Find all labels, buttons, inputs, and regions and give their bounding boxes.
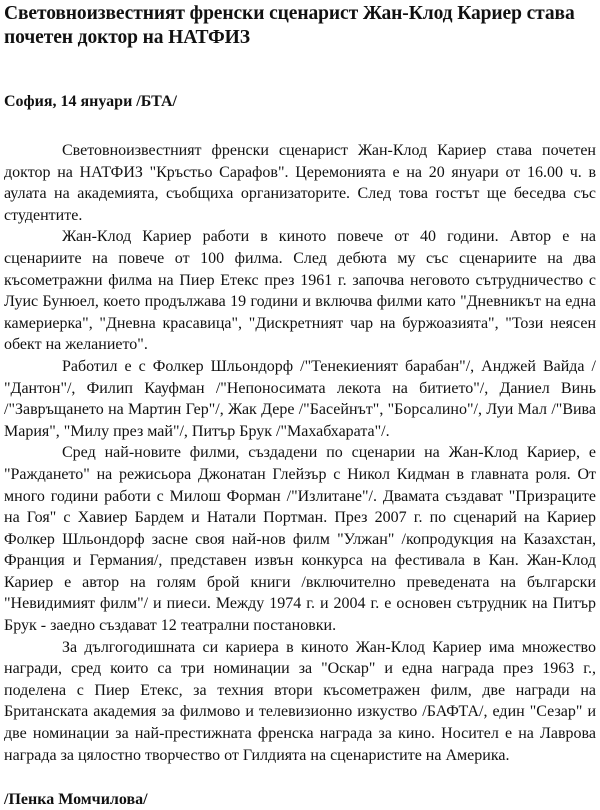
paragraph: Жан-Клод Кариер работи в киното повече от 40 години. Автор е на сценариите на повече от 100 филма. След дебюта му със сценариите на два късометражни филма на Пиер Етекс през 1961 г. започва неговото сътрудничество с Луис Бунюел, което продължава 19 години и включва филми като "Дневникът на една камериерка", "Дневна красавица", "Дискретният чар на буржоазията", "Този неясен обект на желанието". bbox=[4, 228, 596, 354]
article-body bbox=[4, 140, 596, 766]
paragraph: Сред най-новите филми, създадени по сценарии на Жан-Клод Кариер, е "Раждането" на режисьора Джонатан Глейзър с Никол Кидман в главната роля. От много години работи с Милош Форман /"Излитане"/. Двамата създават "Призраците на Гоя" с Хавиер Бардем и Натали Портман. През 2007 г. по сценарий на Кариер Фолкер Шльондорф засне своя най-нов филм "Улжан" /копродукция на Казахстан, Франция и Германия/, представен извън конкурса на фестивала в Кан. Жан-Клод Кариер е автор на голям брой книги /включително преведената на български "Невидимият филм"/ и пиеси. Между 1974 г. и 2004 г. е основен сътрудник на Питър Брук - заедно създават 12 театрални постановки. bbox=[4, 444, 596, 635]
article-author: /Пенка Момчилова/ bbox=[4, 791, 148, 809]
article-dateline: София, 14 януари /БТА/ bbox=[4, 93, 177, 110]
paragraph: Световноизвестният френски сценарист Жан-Клод Кариер става почетен доктор на НАТФИЗ "Кръстьо Сарафов". Церемонията е на 20 януари от 16.00 ч. в аулата на академията, съобщиха организаторите. След това гостът ще беседва със студентите. bbox=[4, 142, 596, 224]
paragraph: За дългогодишната си кариера в киното Жан-Клод Кариер има множество награди, сред които са три номинации за "Оскар" и една награда през 1963 г., поделена с Пиер Етекс, за техния втори късометражен филм, две награди на Британската академия за филмово и телевизионно изкуство /БАФТА/, един "Сезар" и две номинации за най-престижната френска награда за кино. Носител е на Лаврова награда за цялостно творчество от Гилдията на сценаристите на Америка. bbox=[4, 638, 596, 764]
paragraph: Работил е с Фолкер Шльондорф /"Тенекиеният барабан"/, Анджей Вайда / "Дантон"/, Филип Кауфман /"Непоносимата лекота на битието"/, Даниел Винь /"Завръщането на Мартин Гер"/, Жак Дере /"Басейнът", "Борсалино"/, Луи Мал /"Вива Мария", "Милу през май"/, Питър Брук /"Махабхарата"/. bbox=[4, 357, 596, 440]
article-title: Световноизвестният френски сценарист Жан-Клод Кариер става почетен доктор на НАТФИЗ bbox=[4, 3, 575, 48]
